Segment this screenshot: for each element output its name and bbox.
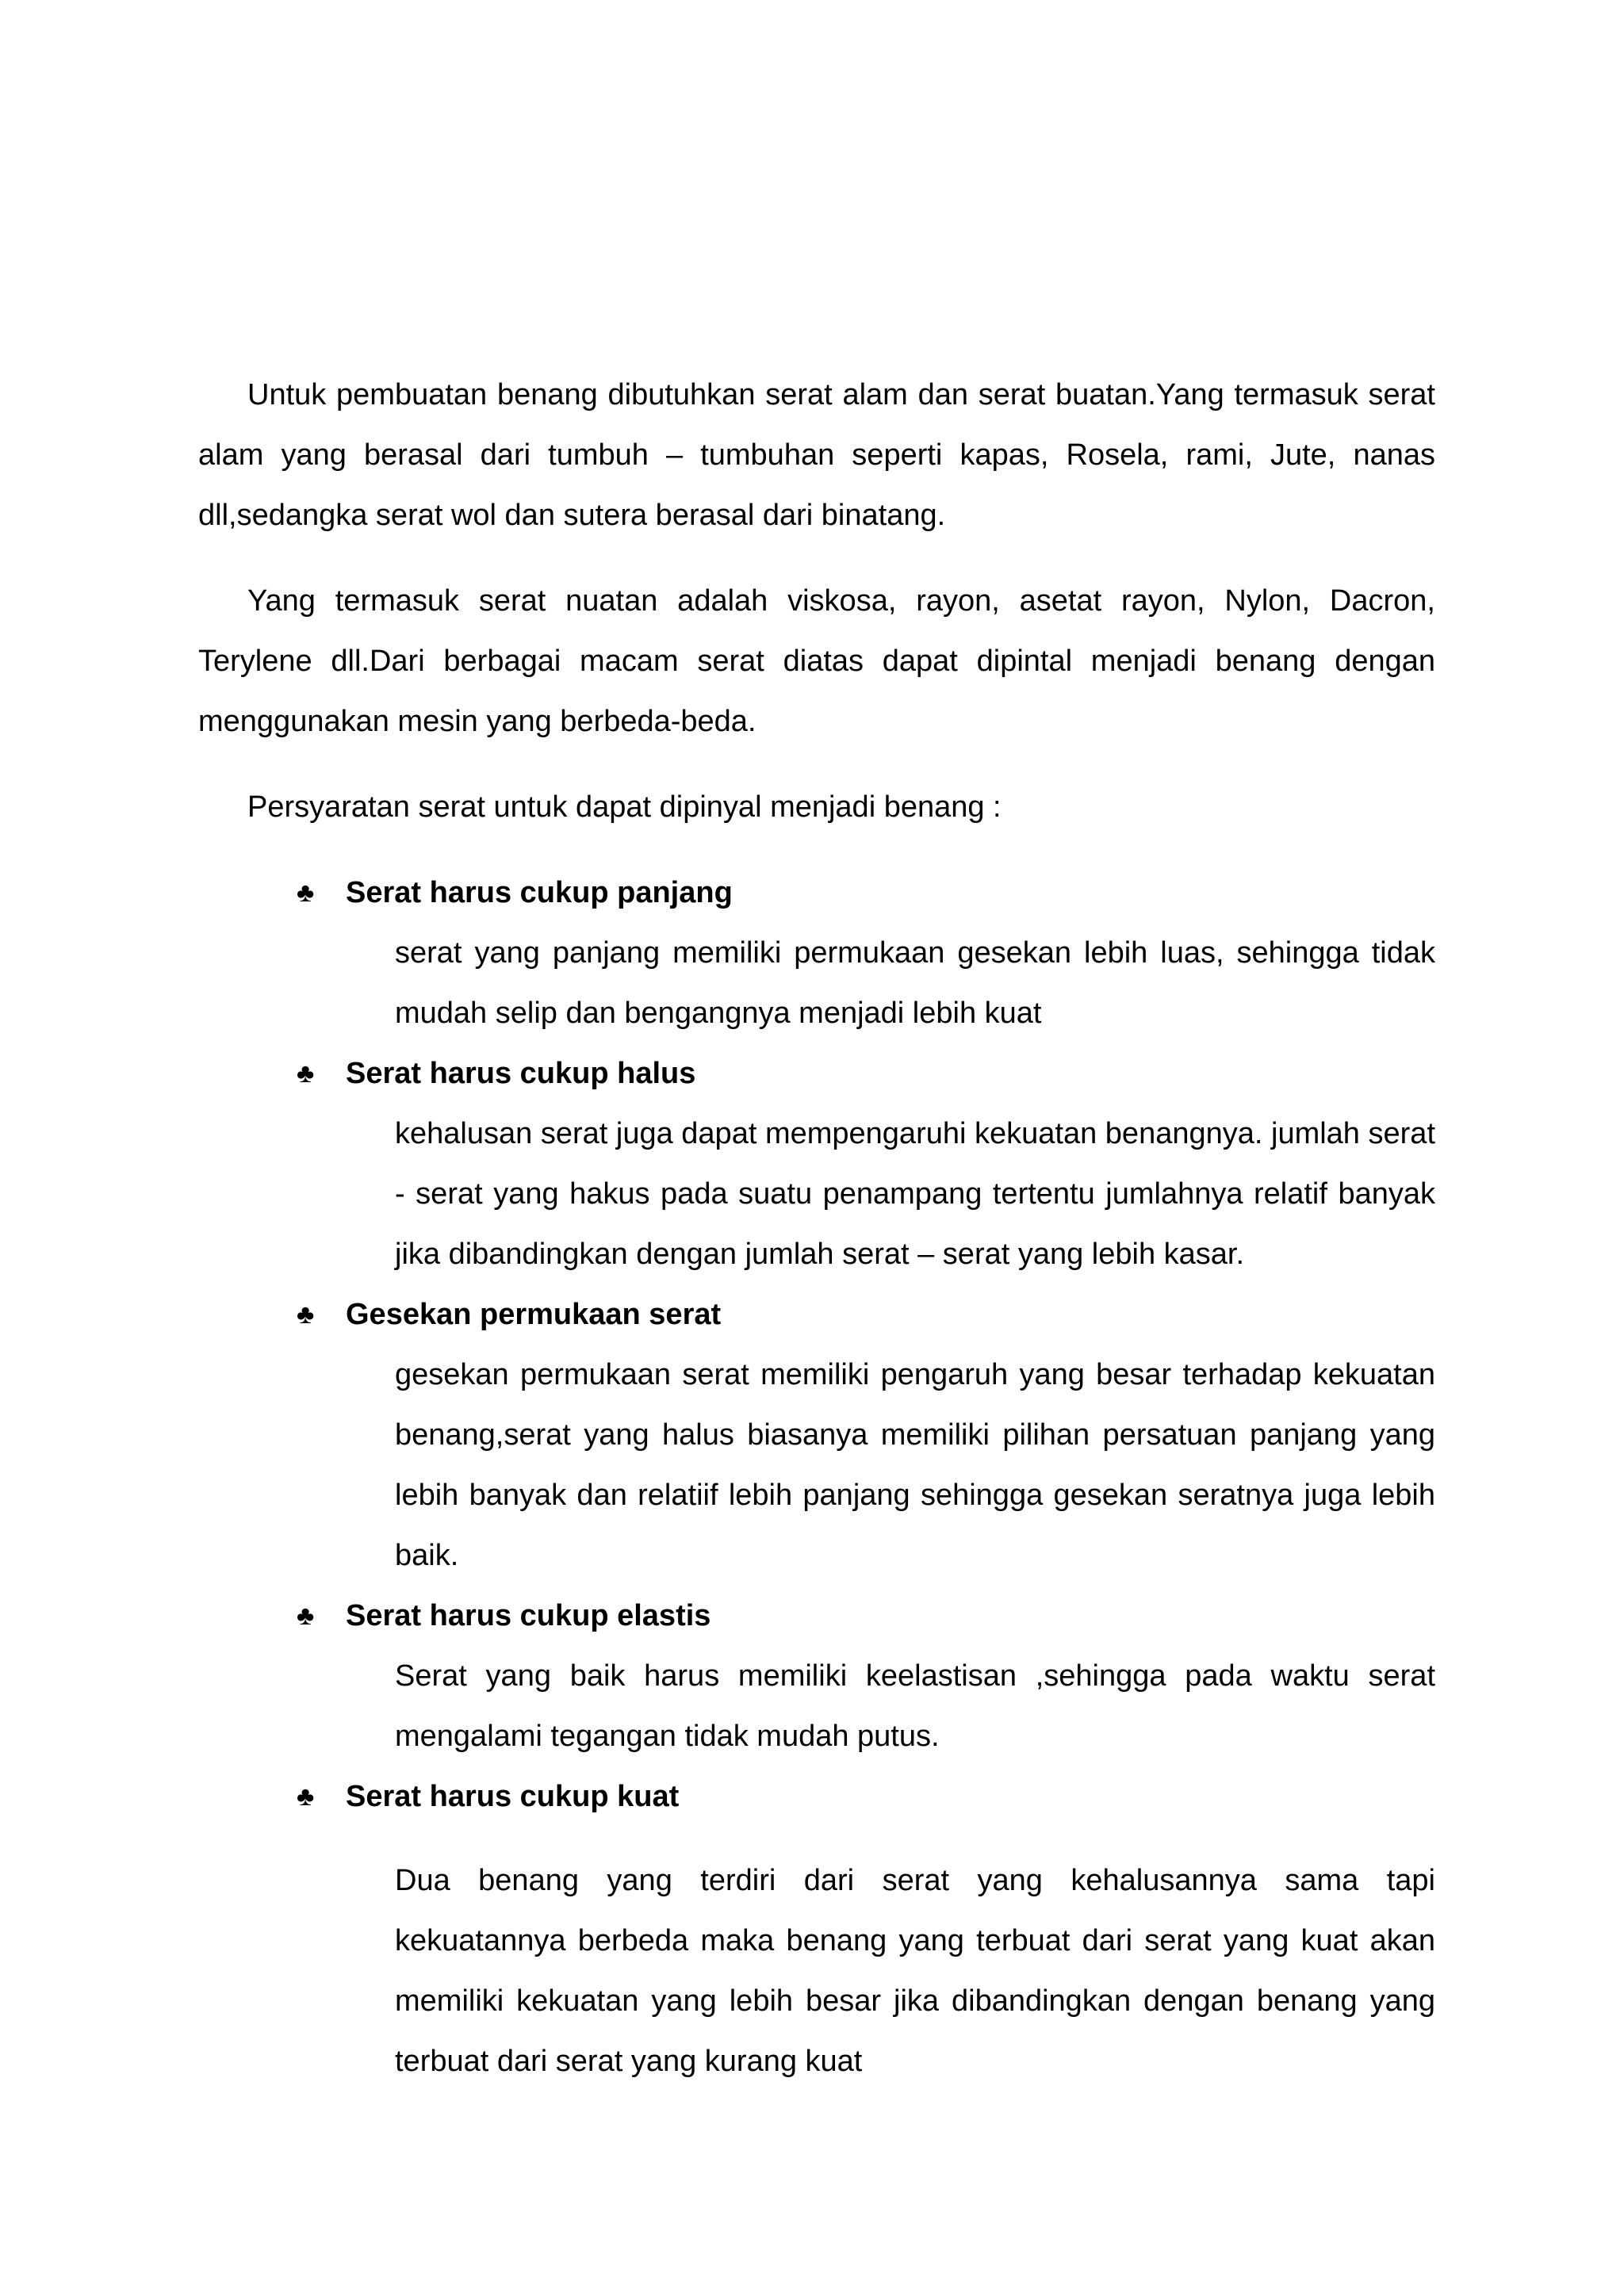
requirements-list <box>198 863 1435 2091</box>
requirement-item <box>198 1766 1435 2091</box>
requirement-title: Serat harus cukup elastis <box>346 1599 711 1632</box>
requirement-description: kehalusan serat juga dapat mempengaruhi kekuatan benangnya. jumlah serat - serat yang hakus pada suatu penampang tertentu jumlahnya relatif banyak jika dibandingkan dengan jumlah serat – serat yang lebih kasar. <box>395 1117 1435 1271</box>
club-suit-icon: ♣ <box>297 1299 315 1330</box>
club-suit-icon: ♣ <box>297 878 315 908</box>
requirements-intro: Persyaratan serat untuk dapat dipinyal menjadi benang : <box>247 790 1002 824</box>
requirement-title: Serat harus cukup panjang <box>346 876 733 909</box>
requirement-title: Serat harus cukup kuat <box>346 1780 680 1813</box>
requirement-item <box>198 1586 1435 1766</box>
club-suit-icon: ♣ <box>297 1781 315 1812</box>
paragraph-synthetic-fibers: Yang termasuk serat nuatan adalah viskosa, rayon, asetat rayon, Nylon, Dacron, Terylene dll.Dari berbagai macam serat diatas dapat dipintal menjadi benang dengan menggunakan mesin yang berbeda-beda. <box>198 584 1435 738</box>
requirement-item <box>198 1043 1435 1284</box>
requirement-title: Serat harus cukup halus <box>346 1057 696 1090</box>
paragraph-natural-fibers: Untuk pembuatan benang dibutuhkan serat alam dan serat buatan.Yang termasuk serat alam yang berasal dari tumbuh – tumbuhan seperti kapas, Rosela, rami, Jute, nanas dll,sedangka serat wol dan sutera berasal dari binatang. <box>198 378 1435 532</box>
requirement-description: gesekan permukaan serat memiliki pengaruh yang besar terhadap kekuatan benang,serat yang halus biasanya memiliki pilihan persatuan panjang yang lebih banyak dan relatiif lebih panjang sehingga gesekan seratnya juga lebih baik. <box>395 1358 1435 1572</box>
requirement-item <box>198 1284 1435 1586</box>
requirement-item <box>198 863 1435 1043</box>
requirement-title: Gesekan permukaan serat <box>346 1298 722 1331</box>
club-suit-icon: ♣ <box>297 1601 315 1631</box>
club-suit-icon: ♣ <box>297 1058 315 1089</box>
requirement-description: Dua benang yang terdiri dari serat yang kehalusannya sama tapi kekuatannya berbeda maka benang yang terbuat dari serat yang kuat akan memiliki kekuatan yang lebih besar jika dibandingkan dengan benang yang terbuat dari serat yang kurang kuat <box>395 1864 1435 2078</box>
requirement-description: Serat yang baik harus memiliki keelastisan ,sehingga pada waktu serat mengalami tegangan tidak mudah putus. <box>395 1659 1435 1753</box>
requirement-description: serat yang panjang memiliki permukaan gesekan lebih luas, sehingga tidak mudah selip dan bengangnya menjadi lebih kuat <box>395 936 1435 1030</box>
document-body <box>198 365 1435 2091</box>
